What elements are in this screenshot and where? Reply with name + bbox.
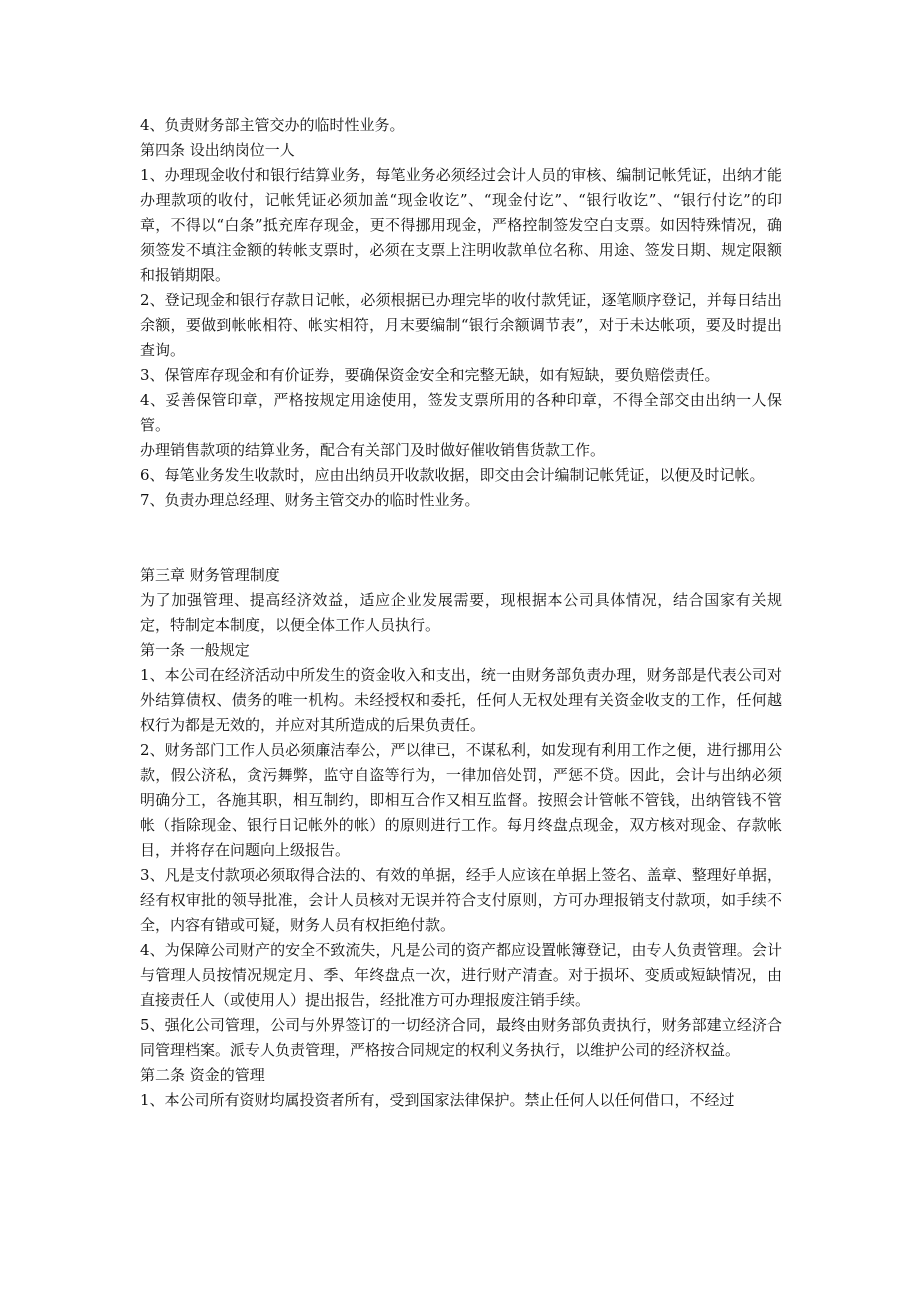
list-item: 2、财务部门工作人员必须廉洁奉公，严以律已，不谋私利，如发现有利用工作之便，进行挪用公款，假公济私，贪污舞弊，监守自盗等行为，一律加倍处罚，严惩不贷。因此，会计与出纳必须明确分工，各施其职，相互制约，即相互合作又相互监督。按照会计管帐不管钱，出纳管钱不管帐（指除现金、银行日记帐外的帐）的原则进行工作。每月终盘点现金，双方核对现金、存款帐目，并将存在问题向上级报告。 [140,741,782,859]
intro-paragraph: 为了加强管理、提高经济效益，适应企业发展需要，现根据本公司具体情况，结合国家有关规定，特制定本制度，以便全体工作人员执行。 [140,591,782,634]
list-item: 1、办理现金收付和银行结算业务，每笔业务必须经过会计人员的审核、编制记帐凭证，出纳才能办理款项的收付，记帐凭证必须加盖“现金收讫”、“现金付讫”、“银行收讫”、“银行付讫”的印章，不得以“白条”抵充库存现金，更不得挪用现金，严格控制签发空白支票。如因特殊情况，确须签发不填注金额的转帐支票时，必须在支票上注明收款单位名称、用途、签发日期、规定限额和报销期限。 [140,166,782,284]
list-item: 办理销售款项的结算业务，配合有关部门及时做好催收销售货款工作。 [140,441,606,459]
document-body [140,113,782,1113]
list-item: 1、本公司所有资财均属投资者所有，受到国家法律保护。禁止任何人以任何借口，不经过 [140,1091,735,1109]
section-heading: 第一条 一般规定 [140,641,250,659]
section-heading: 第四条 设出纳岗位一人 [140,141,295,159]
list-item: 4、为保障公司财产的安全不致流失，凡是公司的资产都应设置帐簿登记，由专人负责管理。会计与管理人员按情况规定月、季、年终盘点一次，进行财产清查。对于损坏、变质或短缺情况，由直接责任人（或使用人）提出报告，经批准方可办理报废注销手续。 [140,941,782,1009]
chapter-heading: 第三章 财务管理制度 [140,566,280,584]
list-item: 7、负责办理总经理、财务主管交办的临时性业务。 [140,491,480,509]
list-item: 4、妥善保管印章，严格按规定用途使用，签发支票所用的各种印章，不得全部交由出纳一人保管。 [140,391,782,434]
list-item: 3、凡是支付款项必须取得合法的、有效的单据，经手人应该在单据上签名、盖章、整理好单据，经有权审批的领导批准，会计人员核对无误并符合支付原则，方可办理报销支付款项，如手续不全，内容有错或可疑，财务人员有权拒绝付款。 [140,866,782,934]
spacer [140,513,782,563]
list-item: 5、强化公司管理，公司与外界签订的一切经济合同，最终由财务部负责执行，财务部建立经济合同管理档案。派专人负责管理，严格按合同规定的权利义务执行，以维护公司的经济权益。 [140,1016,782,1059]
section-heading: 第二条 资金的管理 [140,1066,265,1084]
list-item: 1、本公司在经济活动中所发生的资金收入和支出，统一由财务部负责办理，财务部是代表公司对外结算债权、债务的唯一机构。未经授权和委托，任何人无权处理有关资金收支的工作，任何越权行为都是无效的，并应对其所造成的后果负责任。 [140,666,782,734]
list-item: 6、每笔业务发生收款时，应由出纳员开收款收据，即交由会计编制记帐凭证，以便及时记帐。 [140,466,765,484]
list-item: 2、登记现金和银行存款日记帐，必须根据已办理完毕的收付款凭证，逐笔顺序登记，并每日结出余额，要做到帐帐相符、帐实相符，月末要编制“银行余额调节表”，对于未达帐项，要及时提出查询。 [140,291,782,359]
list-item: 4、负责财务部主管交办的临时性业务。 [140,116,405,134]
list-item: 3、保管库存现金和有价证券，要确保资金安全和完整无缺，如有短缺，要负赔偿责任。 [140,366,720,384]
